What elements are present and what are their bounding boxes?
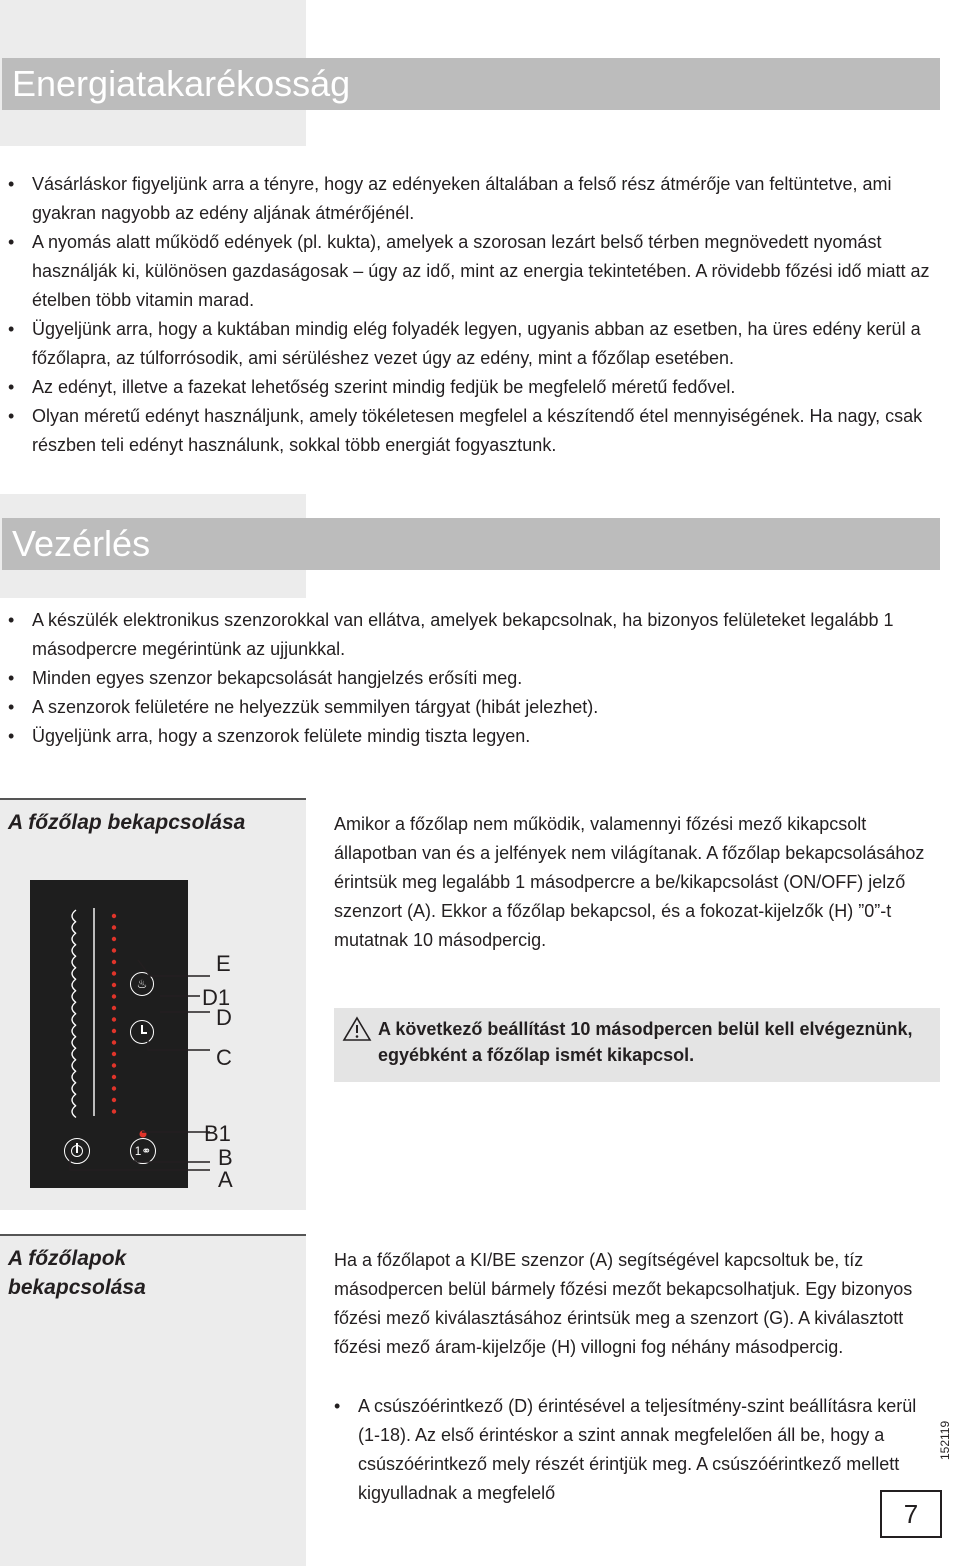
list-item: • A nyomás alatt működő edények (pl. kukta), amelyek a szorosan lezárt belső térben megnövedett nyomást használják ki, különösen gazdaságosak – úgy az idő, mint az energia tekintetében. A rövidebb főzési idő miatt az ételben több vitamin marad. (8, 228, 934, 315)
page-number: 7 (880, 1490, 942, 1538)
list-item: • A csúszóérintkező (D) érintésével a teljesítmény-szint beállításra kerül (1-18). Az első érintéskor a szint annak megfelelően áll be, hogy a csúszóérintkező mely részét érintjük meg. A csúszóérintkező mellett kigyulladnak a megfelelő (334, 1392, 934, 1508)
label-e: E (216, 951, 231, 976)
document-code: 152119 (938, 1420, 952, 1460)
zones-on-heading: A főzőlapok bekapcsolása (8, 1247, 146, 1299)
energy-bullet-list (8, 170, 934, 460)
warning-icon (342, 1016, 372, 1042)
energy-section-title: Energiatakarékosság (12, 63, 351, 104)
list-item: • A készülék elektronikus szenzorokkal van ellátva, amelyek bekapcsolnak, ha bizonyos felületeket legalább 1 másodpercre megérintünk az ujjunkkal. (8, 606, 934, 664)
list-item: • Olyan méretű edényt használjunk, amely tökéletesen megfelel a készítendő étel mennyiségének. Ha nagy, csak részben teli edényt használunk, sokkal több energiát fogyasztunk. (8, 402, 934, 460)
warning-box (334, 1008, 940, 1082)
list-item: • Ügyeljünk arra, hogy a szenzorok felülete mindig tiszta legyen. (8, 722, 934, 751)
list-item: • Ügyeljünk arra, hogy a kuktában mindig elég folyadék legyen, ugyanis abban az esetben, ha üres edény kerül a főzőlapra, az túlforrósodik, ami sérüléshez vezet úgy az edény, mint a főzőlap esetében. (8, 315, 934, 373)
label-a: A (218, 1167, 233, 1192)
list-item: • Minden egyes szenzor bekapcsolását hangjelzés erősíti meg. (8, 664, 934, 693)
bell-icon[interactable]: ♨ (130, 972, 154, 996)
key-lock-icon[interactable]: 1⚭ (130, 1138, 156, 1164)
switch-on-text: Amikor a főzőlap nem működik, valamennyi főzési mező kikapcsolt állapotban van és a jelfények nem világítanak. A főzőlap bekapcsolásához érintsük meg legalább 1 másodpercre a be/kikapcsolást (ON/OFF) jelző szenzort (A). Ekkor a főzőlap bekapcsol, és a fokozat-kijelzők (H) ”0”-t mutatnak 10 másodpercig. (334, 814, 925, 950)
label-c: C (216, 1045, 232, 1070)
control-bullet-list (8, 606, 934, 751)
label-d1: D1 (202, 985, 231, 1010)
zones-on-bullet-list (334, 1392, 934, 1508)
zones-on-rule (0, 1234, 306, 1236)
switch-on-heading: A főzőlap bekapcsolása (8, 811, 246, 834)
control-section-banner (2, 518, 940, 570)
label-d: D (216, 1005, 232, 1030)
switch-on-rule (0, 798, 306, 800)
label-b: B (218, 1145, 233, 1170)
warning-text: A következő beállítást 10 másodpercen belül kell elvégeznünk, egyébként a főzőlap ismét kikapcsol. (378, 1019, 913, 1065)
control-section-title: Vezérlés (12, 523, 151, 564)
zones-on-text: Ha a főzőlapot a KI/BE szenzor (A) segítségével kapcsoltuk be, tíz másodpercen belül bármely főzési mezőt bekapcsolhatjuk. Egy bizonyos főzési mező kiválasztásához érintsük meg a szenzort (G). A kiválasztott főzési mező áram-kijelzője (H) villogni fog néhány másodpercig. (334, 1250, 913, 1357)
label-b1: B1 (204, 1121, 231, 1146)
list-item: • Az edényt, illetve a fazekat lehetőség szerint mindig fedjük be megfelelő méretű fedővel. (8, 373, 934, 402)
energy-section-banner (2, 58, 940, 110)
list-item: • Vásárláskor figyeljünk arra a tényre, hogy az edényeken általában a felső rész átmérője van feltüntetve, ami gyakran nagyobb az edény aljának átmérőjénél. (8, 170, 934, 228)
list-item: • A szenzorok felületére ne helyezzük semmilyen tárgyat (hibát jelezhet). (8, 693, 934, 722)
